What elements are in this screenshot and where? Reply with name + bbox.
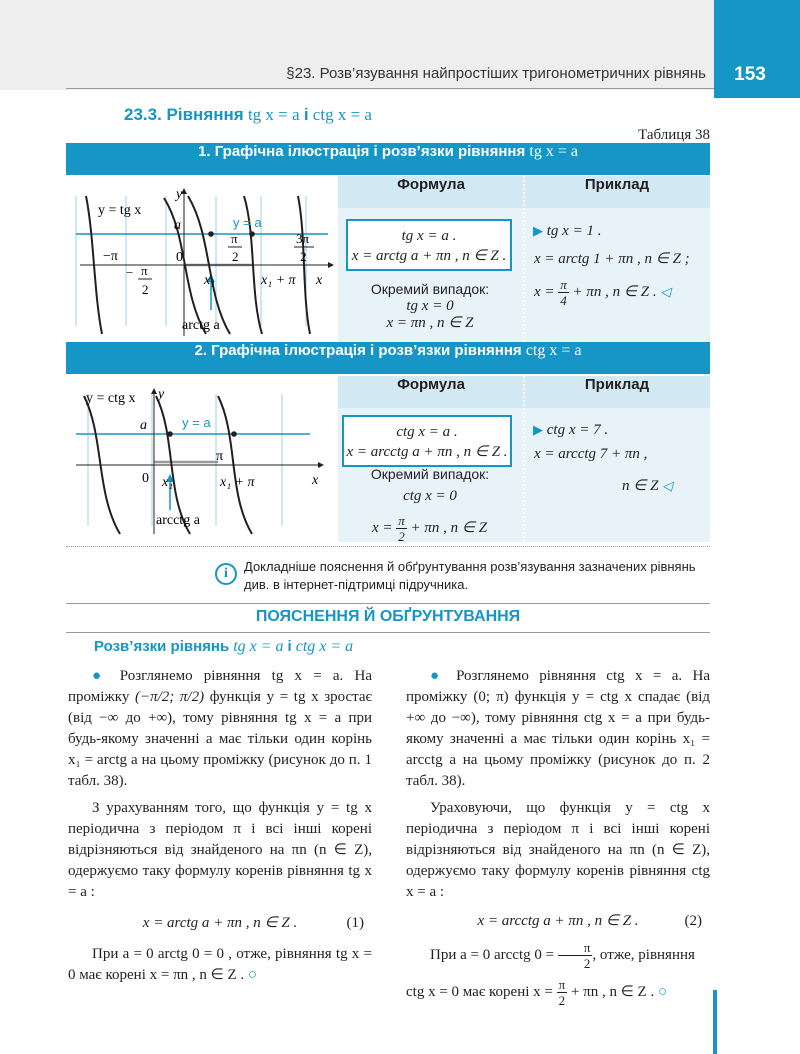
p1-ex3-b: + πn , n ∈ Z . xyxy=(572,283,657,300)
ctg-zero: 0 xyxy=(142,471,149,486)
tg-neg-half-sign: − xyxy=(126,265,134,280)
p2-root-frac xyxy=(396,513,407,544)
part1-example-line2: x = arctg 1 + πn , n ∈ Z ; xyxy=(534,251,690,267)
part2-example-line3 xyxy=(622,476,672,496)
tg-neg-half-den: 2 xyxy=(142,282,149,297)
part1-special xyxy=(345,281,515,332)
part1-example-line3 xyxy=(534,277,670,308)
part1-formula-line2: x = arctg a + πn , n ∈ Z . xyxy=(351,248,507,264)
right-p4-den: 2 xyxy=(558,993,566,1008)
section-eq2: ctg x = a xyxy=(312,105,372,124)
part1-example xyxy=(533,221,601,241)
part2-formula-box xyxy=(342,415,512,467)
p2-root-a: x = xyxy=(372,519,393,536)
tg-half-num: π xyxy=(231,231,238,246)
part1-formula-line1: tg x = a . xyxy=(401,228,457,244)
tg-line-label: y = a xyxy=(233,215,262,230)
p1-ex3-frac xyxy=(558,277,569,308)
end-marker-icon: ○ xyxy=(247,967,257,983)
part2-special-root xyxy=(372,513,487,544)
right-p3-den: 2 xyxy=(583,956,591,971)
part2-example-eq: ctg x = 7 . xyxy=(546,422,609,438)
section-conj: і xyxy=(303,105,309,124)
right-p3-frac xyxy=(558,940,593,971)
part1-special-label: Окремий випадок: xyxy=(370,281,490,297)
left-column xyxy=(68,666,372,986)
right-column xyxy=(406,666,710,1008)
running-head: §23. Розв’язування найпростіших тригонометричних рівнянь xyxy=(286,65,706,82)
cotangent-graph xyxy=(66,376,338,542)
explain-title: ПОЯСНЕННЯ Й ОБҐРУНТУВАННЯ xyxy=(255,608,521,625)
part1-col-formula: Формула xyxy=(338,176,524,208)
tangent-graph xyxy=(66,176,338,342)
tg-3half-num: 3π xyxy=(296,231,310,246)
info-icon: i xyxy=(215,563,237,585)
part1-band-eq: tg x = a xyxy=(529,143,578,160)
right-p3 xyxy=(406,940,710,971)
part1-example-eq: tg x = 1 . xyxy=(546,223,602,239)
tg-a-label: a xyxy=(174,218,181,233)
table-caption: Таблиця 38 xyxy=(638,127,710,143)
part2-col-formula: Формула xyxy=(338,376,524,408)
explain-bottom-rule xyxy=(66,632,710,633)
part1-separator xyxy=(523,176,525,342)
tg-neg-half-num: π xyxy=(141,263,148,278)
part2-example xyxy=(533,420,608,440)
left-p1-a: Розглянемо рівняння tg x = a. На проміжку xyxy=(68,668,373,705)
right-p4-frac xyxy=(557,977,568,1008)
example-end-marker-icon: ◁ xyxy=(660,283,671,299)
ctg-curve-label: y = ctg x xyxy=(86,391,136,406)
p1-ex3-den: 4 xyxy=(560,293,567,308)
section-eq1: tg x = a xyxy=(247,105,300,124)
right-p2: Ураховуючи, що функція y = ctg x періодична з періодом π і всі інші корені відрізняються від знайденого на πn (n ∈ Z), одержуємо таку формулу коренів рівняння ctg x = a : xyxy=(406,800,710,900)
p1-ex3-a: x = xyxy=(534,283,555,300)
p2-ex3: n ∈ Z xyxy=(622,478,659,494)
part2-band-eq: ctg x = a xyxy=(525,342,582,359)
left-p2: З урахуванням того, що функція y = tg x періодична з періодом π і всі інші корені відрізняються від знайденого на πn (n ∈ Z), одержуємо таку формулу коренів рівняння tg x = a : xyxy=(68,800,372,900)
part2-formula-line1: ctg x = a . xyxy=(396,424,458,440)
explain-top-rule xyxy=(66,603,710,604)
part1-special-eq: tg x = 0 xyxy=(406,298,454,314)
tg-y-label: y xyxy=(176,187,183,202)
example-end-marker-icon: ◁ xyxy=(662,478,673,493)
right-p4-a: ctg x = 0 має корені x = xyxy=(406,983,553,1000)
p2-root-den: 2 xyxy=(398,529,405,544)
right-p1-text: Розглянемо рівняння ctg x = a. На проміжку (0; π) функція y = ctg x спадає (від +∞ до −∞), тому рівняння ctg x = a при будь-якому значенні a має тільки один корінь x₁ = arcctg a на цьому проміжку (рисунок до п. 2 табл. 38). xyxy=(406,668,710,789)
right-p3-b: , отже, рівняння xyxy=(592,946,695,963)
tg-x-label: x xyxy=(316,273,323,288)
example-start-marker-icon: ▶ xyxy=(533,223,543,238)
bullet-icon: ● xyxy=(430,668,446,684)
tg-zero: 0 xyxy=(176,250,183,265)
tg-3half-den: 2 xyxy=(300,249,307,264)
right-p4 xyxy=(406,977,710,1008)
part1-band-text: 1. Графічна ілюстрація і розв’язки рівняння xyxy=(198,143,526,160)
right-formula xyxy=(406,911,710,932)
p2-root-b: + πn , n ∈ Z xyxy=(410,519,488,536)
part2-example-line2: x = arcctg 7 + πn , xyxy=(534,446,648,462)
ctg-x1-pi: x₁ + π xyxy=(220,475,255,490)
part2-formula-line2: x = arcctg a + πn , n ∈ Z . xyxy=(346,444,508,460)
right-formula-no: (2) xyxy=(684,913,702,929)
part2-col-example: Приклад xyxy=(524,376,710,408)
part2-band xyxy=(66,342,710,374)
right-p4-num: π xyxy=(558,977,566,992)
section-number-title: 23.3. Рівняння xyxy=(124,105,244,124)
left-p1 xyxy=(68,666,372,792)
part1-band xyxy=(66,143,710,175)
tg-curve-label: y = tg x xyxy=(98,203,142,218)
p1-ex3-num: π xyxy=(560,277,567,292)
section-title xyxy=(124,105,372,125)
tg-x1: x₁ xyxy=(204,273,216,288)
part1-special-root: x = πn , n ∈ Z xyxy=(386,315,474,331)
sub-heading-conj: і xyxy=(287,638,292,655)
end-marker-icon: ○ xyxy=(657,983,668,1000)
sub-heading-eq2: ctg x = a xyxy=(295,638,354,655)
left-p3 xyxy=(68,944,372,986)
ctg-x-label: x xyxy=(312,473,319,488)
ctg-y-label: y xyxy=(158,387,165,402)
tg-neg-pi: −π xyxy=(103,249,118,264)
ctg-pi: π xyxy=(216,449,224,464)
right-p3-num: π xyxy=(558,940,593,956)
part2-separator xyxy=(523,376,525,542)
tg-half-den: 2 xyxy=(232,249,239,264)
ctg-a-label: a xyxy=(140,418,147,433)
tg-x1-pi: x₁ + π xyxy=(261,273,296,288)
p2-root-num: π xyxy=(398,513,405,528)
left-formula-text: x = arctg a + πn , n ∈ Z . xyxy=(142,915,298,931)
ctg-arc-label: arcctg a xyxy=(156,513,200,528)
page-edge-bar xyxy=(713,990,717,1054)
ctg-x1: x₁ xyxy=(162,475,174,490)
page-number: 153 xyxy=(734,64,766,85)
part2-special-eq: ctg x = 0 xyxy=(403,488,457,504)
left-formula xyxy=(68,913,372,934)
right-p3-a: При a = 0 arcctg 0 = xyxy=(430,946,555,963)
example-start-marker-icon: ▶ xyxy=(533,422,543,437)
sub-heading xyxy=(94,638,353,656)
part2-special-label: Окремий випадок: xyxy=(370,466,490,482)
right-p1 xyxy=(406,666,710,792)
part2-special xyxy=(345,463,515,507)
part1-formula-box xyxy=(346,219,512,271)
header-rule xyxy=(66,88,714,89)
left-p1-b: функція y = tg x зростає (від −∞ до +∞), тому рівняння tg x = a при будь-якому значенні a має тільки один корінь x₁ = arctg a на цьому проміжку (рисунок до п. 1 табл. 38). xyxy=(68,689,372,789)
right-formula-text: x = arcctg a + πn , n ∈ Z . xyxy=(477,913,639,929)
sub-heading-eq1: tg x = a xyxy=(233,638,284,655)
tg-arc-label: arctg a xyxy=(182,318,220,333)
left-p3-text: При a = 0 arctg 0 = 0 , отже, рівняння tg x = 0 має корені x = πn , n ∈ Z . xyxy=(68,946,372,983)
left-formula-no: (1) xyxy=(346,915,364,931)
right-p4-b: + πn , n ∈ Z . xyxy=(570,983,655,1000)
table-bottom-rule xyxy=(66,546,710,547)
part2-band-text: 2. Графічна ілюстрація і розв’язки рівняння xyxy=(194,342,522,359)
left-p1-interval: (−π/2; π/2) xyxy=(134,689,205,705)
sub-heading-label: Розв’язки рівнянь xyxy=(94,638,230,655)
bullet-icon: ● xyxy=(92,668,109,684)
part1-col-example: Приклад xyxy=(524,176,710,208)
info-text: Докладніше пояснення й обґрунтування розв’язування зазначених рівнянь див. в інтернет-підтримці підручника. xyxy=(244,559,696,592)
ctg-line-label: y = a xyxy=(182,415,211,430)
